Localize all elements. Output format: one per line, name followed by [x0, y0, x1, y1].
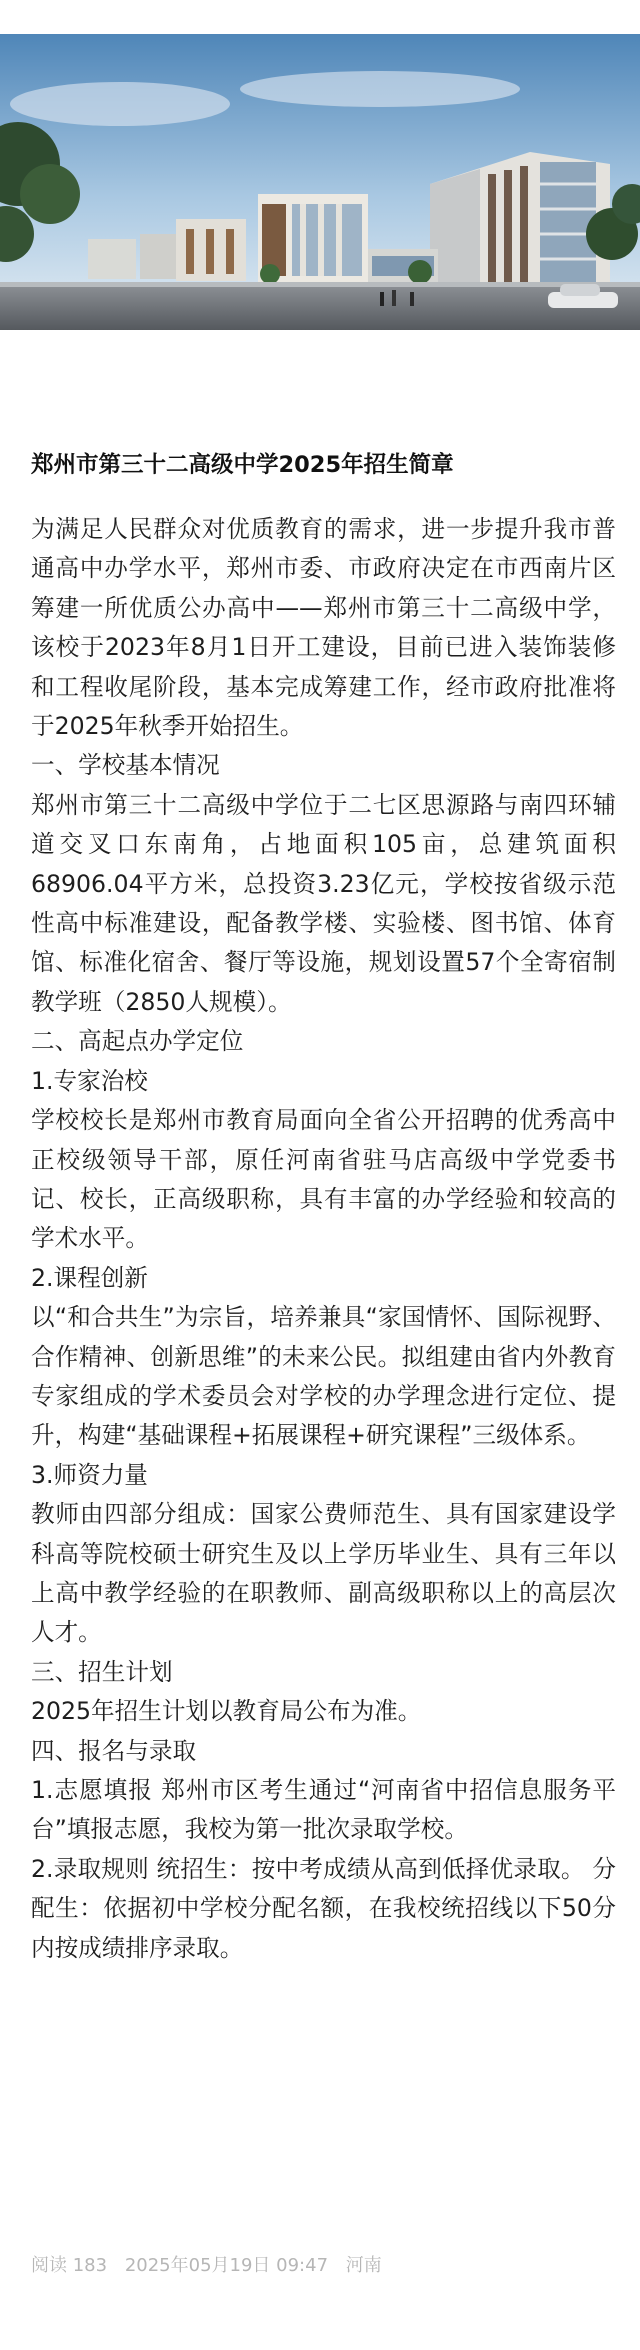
section-heading-basic-info: 一、学校基本情况 — [31, 751, 220, 780]
publish-location: 河南 — [345, 2255, 382, 2276]
application-paragraph: 1.志愿填报 郑州市区考生通过“河南省中招信息服务平台”填报志愿，我校为第一批次录取学校。 — [31, 1776, 616, 1844]
school-building-illustration — [0, 34, 640, 330]
intro-paragraph: 为满足人民群众对优质教育的需求，进一步提升我市普通高中办学水平，郑州市委、市政府决定在市西南片区筹建一所优质公办高中——郑州市第三十二高级中学，该校于2023年8月1日开工建设，目前已进入装饰装修和工程收尾阶段，基本完成筹建工作，经市政府批准将于2025年秋季开始招生。 — [31, 515, 616, 741]
admission-rules-paragraph: 2.录取规则 统招生：按中考成绩从高到低择优录取。 分配生：依据初中学校分配名额，在我校统招线以下50分内按成绩排序录取。 — [31, 1854, 616, 1962]
basic-info-paragraph: 郑州市第三十二高级中学位于二七区思源路与南四环辅道交叉口东南角，占地面积105亩，总建筑面积68906.04平方米，总投资3.23亿元，学校按省级示范性高中标准建设，配备教学楼、实验楼、图书馆、体育馆、标准化宿舍、餐厅等设施，规划设置57个全寄宿制教学班（2850人规模）。 — [31, 790, 616, 1016]
school-rendering-image — [0, 34, 640, 330]
section-heading-positioning: 二、高起点办学定位 — [31, 1027, 244, 1056]
curriculum-paragraph: 以“和合共生”为宗旨，培养兼具“家国情怀、国际视野、合作精神、创新思维”的未来公民。拟组建由省内外教育专家组成的学术委员会对学校的办学理念进行定位、提升，构建“基础课程+拓展课程+研究课程”三级体系。 — [31, 1303, 616, 1450]
subheading-faculty: 3.师资力量 — [31, 1460, 148, 1489]
subheading-expert-governance: 1.专家治校 — [31, 1066, 148, 1095]
faculty-paragraph: 教师由四部分组成：国家公费师范生、具有国家建设学科高等院校硕士研究生及以上学历毕业生、具有三年以上高中教学经验的在职教师、副高级职称以上的高层次人才。 — [31, 1500, 616, 1647]
subheading-curriculum: 2.课程创新 — [31, 1263, 148, 1292]
section-heading-enrollment-plan: 三、招生计划 — [31, 1657, 173, 1686]
section-heading-registration: 四、报名与录取 — [31, 1736, 197, 1765]
publish-date: 2025年05月19日 09:47 — [124, 2255, 329, 2276]
expert-governance-paragraph: 学校校长是郑州市教育局面向全省公开招聘的优秀高中正校级领导干部，原任河南省驻马店高级中学党委书记、校长，正高级职称，具有丰富的办学经验和较高的学术水平。 — [31, 1106, 616, 1253]
read-count: 阅读 183 — [31, 2255, 108, 2276]
article-meta — [31, 2251, 394, 2277]
article-body — [31, 448, 616, 1968]
article-title: 郑州市第三十二高级中学2025年招生简章 — [31, 452, 454, 478]
enrollment-plan-paragraph: 2025年招生计划以教育局公布为准。 — [31, 1697, 422, 1726]
